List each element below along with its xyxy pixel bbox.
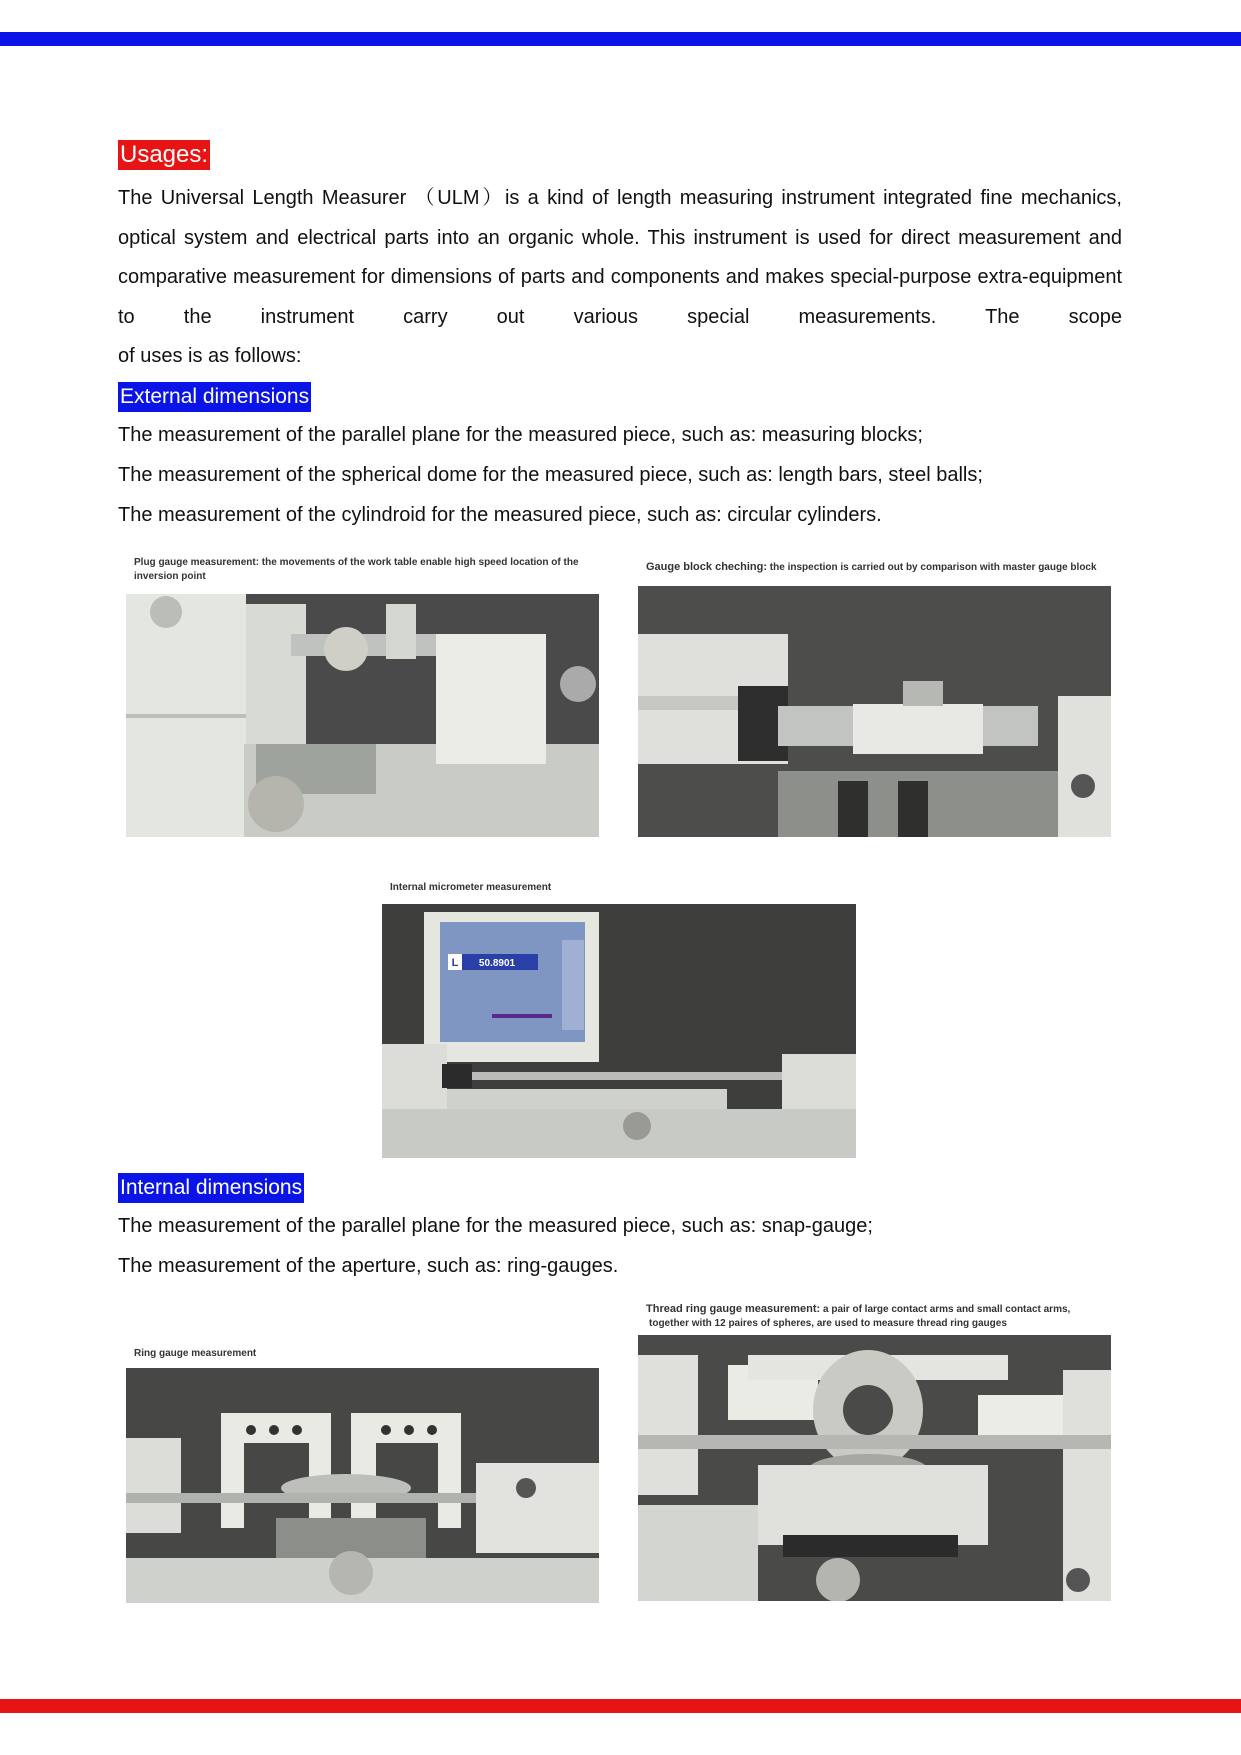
bottom-color-bar bbox=[0, 1699, 1241, 1713]
gauge-block-caption: Gauge block cheching: the inspection is carried out by comparison with master gauge block bbox=[646, 561, 1097, 573]
internal-heading: Internal dimensions bbox=[118, 1173, 304, 1203]
usages-heading: Usages: bbox=[120, 141, 209, 168]
external-heading: External dimensions bbox=[118, 382, 311, 412]
usages-paragraph-text: The Universal Length Measurer （ULM）is a kind of length measuring instrument integrated fine mechanics, optical system and electrical parts into an organic whole. This instrument is used for direct measurement and comparative measurement for dimensions of parts and components and makes special-purpose extra-equipment to the instrument carry out various special measurements. The scope bbox=[118, 187, 1122, 328]
usages-section bbox=[118, 140, 1122, 170]
internal-line: The measurement of the parallel plane for the measured piece, such as: snap-gauge; bbox=[118, 1215, 873, 1237]
external-line: The measurement of the parallel plane for the measured piece, such as: measuring blocks; bbox=[118, 424, 923, 446]
external-section bbox=[118, 382, 1122, 535]
screen-label: L bbox=[451, 957, 459, 969]
gauge-block-photo bbox=[638, 552, 1111, 837]
thread-ring-gauge-caption: Thread ring gauge measurement: a pair of large contact arms and small contact arms, together with 12 paires of spheres, are used to measure thread ring gauges bbox=[646, 1303, 1071, 1329]
internal-line: The measurement of the aperture, such as: ring-gauges. bbox=[118, 1255, 619, 1277]
micrometer-photo bbox=[382, 868, 856, 1158]
usages-paragraph bbox=[118, 179, 1122, 377]
external-line: The measurement of the cylindroid for the measured piece, such as: circular cylinders. bbox=[118, 504, 882, 526]
micrometer-caption: Internal micrometer measurement bbox=[390, 882, 552, 893]
plug-gauge-caption: Plug gauge measurement: the movements of the work table enable high speed location of the inversion point bbox=[134, 557, 579, 582]
external-line: The measurement of the spherical dome for the measured piece, such as: length bars, steel balls; bbox=[118, 464, 983, 486]
ring-gauge-photo bbox=[126, 1335, 599, 1603]
internal-section bbox=[118, 1173, 1122, 1286]
thread-ring-gauge-photo bbox=[638, 1296, 1111, 1601]
ring-gauge-caption: Ring gauge measurement bbox=[134, 1348, 257, 1359]
top-color-bar bbox=[0, 32, 1241, 46]
plug-gauge-photo bbox=[126, 552, 599, 837]
usages-paragraph-end: of uses is as follows: bbox=[118, 345, 302, 368]
screen-value: 50.8901 bbox=[478, 958, 516, 969]
